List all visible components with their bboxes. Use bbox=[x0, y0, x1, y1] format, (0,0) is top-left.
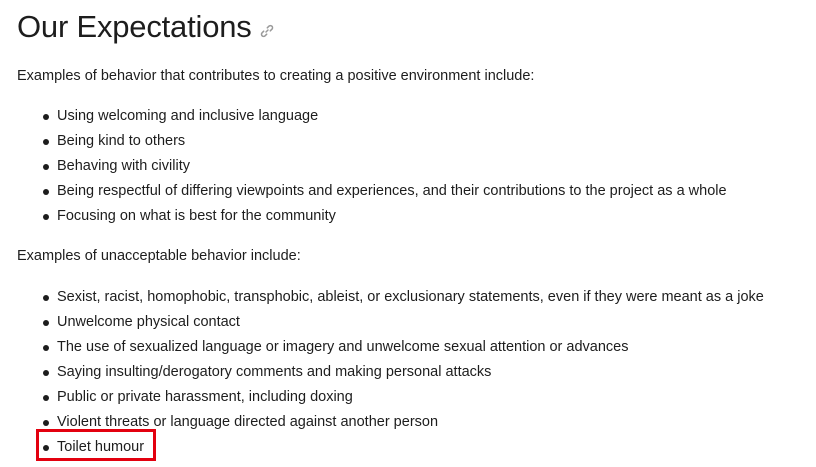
list-item bbox=[17, 179, 807, 204]
bullet-icon bbox=[43, 420, 49, 426]
list-item-text: Saying insulting/derogatory comments and making personal attacks bbox=[57, 364, 492, 380]
bullet-icon bbox=[43, 345, 49, 351]
list-item bbox=[17, 154, 807, 179]
list-item bbox=[17, 385, 807, 410]
list-item bbox=[17, 360, 807, 385]
list-item-text: Focusing on what is best for the community bbox=[57, 208, 336, 224]
bullet-icon bbox=[43, 395, 49, 401]
bullet-icon bbox=[43, 320, 49, 326]
list-item bbox=[17, 204, 807, 229]
list-item bbox=[17, 310, 807, 335]
list-item bbox=[17, 104, 807, 129]
bullet-icon bbox=[43, 164, 49, 170]
list-item-text: Using welcoming and inclusive language bbox=[57, 108, 319, 124]
list-item bbox=[17, 335, 807, 360]
list-item bbox=[17, 129, 807, 154]
list-item-text: Toilet humour bbox=[57, 439, 145, 455]
bullet-icon bbox=[43, 295, 49, 301]
list-item-text: Sexist, racist, homophobic, transphobic, ableist, or exclusionary statements, even if they were meant as a joke bbox=[57, 289, 764, 305]
bullet-icon bbox=[43, 370, 49, 376]
link-icon[interactable] bbox=[260, 24, 274, 38]
list-item bbox=[17, 285, 807, 310]
page-title: Our Expectations bbox=[17, 9, 252, 44]
bullet-icon bbox=[43, 139, 49, 145]
list-item-text: The use of sexualized language or imagery and unwelcome sexual attention or advances bbox=[57, 339, 629, 355]
unacceptable-behavior-list bbox=[17, 285, 807, 460]
list-item-text: Behaving with civility bbox=[57, 158, 190, 174]
positive-behavior-list bbox=[17, 104, 807, 229]
list-item-text: Being kind to others bbox=[57, 133, 186, 149]
positive-behavior-intro: Examples of behavior that contributes to creating a positive environment include: bbox=[17, 68, 535, 84]
content-page bbox=[17, 0, 807, 460]
list-item bbox=[17, 410, 807, 435]
bullet-icon bbox=[43, 214, 49, 220]
bullet-icon bbox=[43, 445, 49, 451]
list-item-text: Violent threats or language directed against another person bbox=[57, 414, 439, 430]
bullet-icon bbox=[43, 114, 49, 120]
heading-row bbox=[17, 2, 807, 52]
unacceptable-behavior-intro: Examples of unacceptable behavior include: bbox=[17, 248, 301, 264]
bullet-icon bbox=[43, 189, 49, 195]
list-item-text: Public or private harassment, including doxing bbox=[57, 389, 353, 405]
list-item-text: Unwelcome physical contact bbox=[57, 314, 240, 330]
list-item-text: Being respectful of differing viewpoints and experiences, and their contributions to the project as a whole bbox=[57, 183, 727, 199]
list-item-highlighted bbox=[17, 435, 807, 460]
